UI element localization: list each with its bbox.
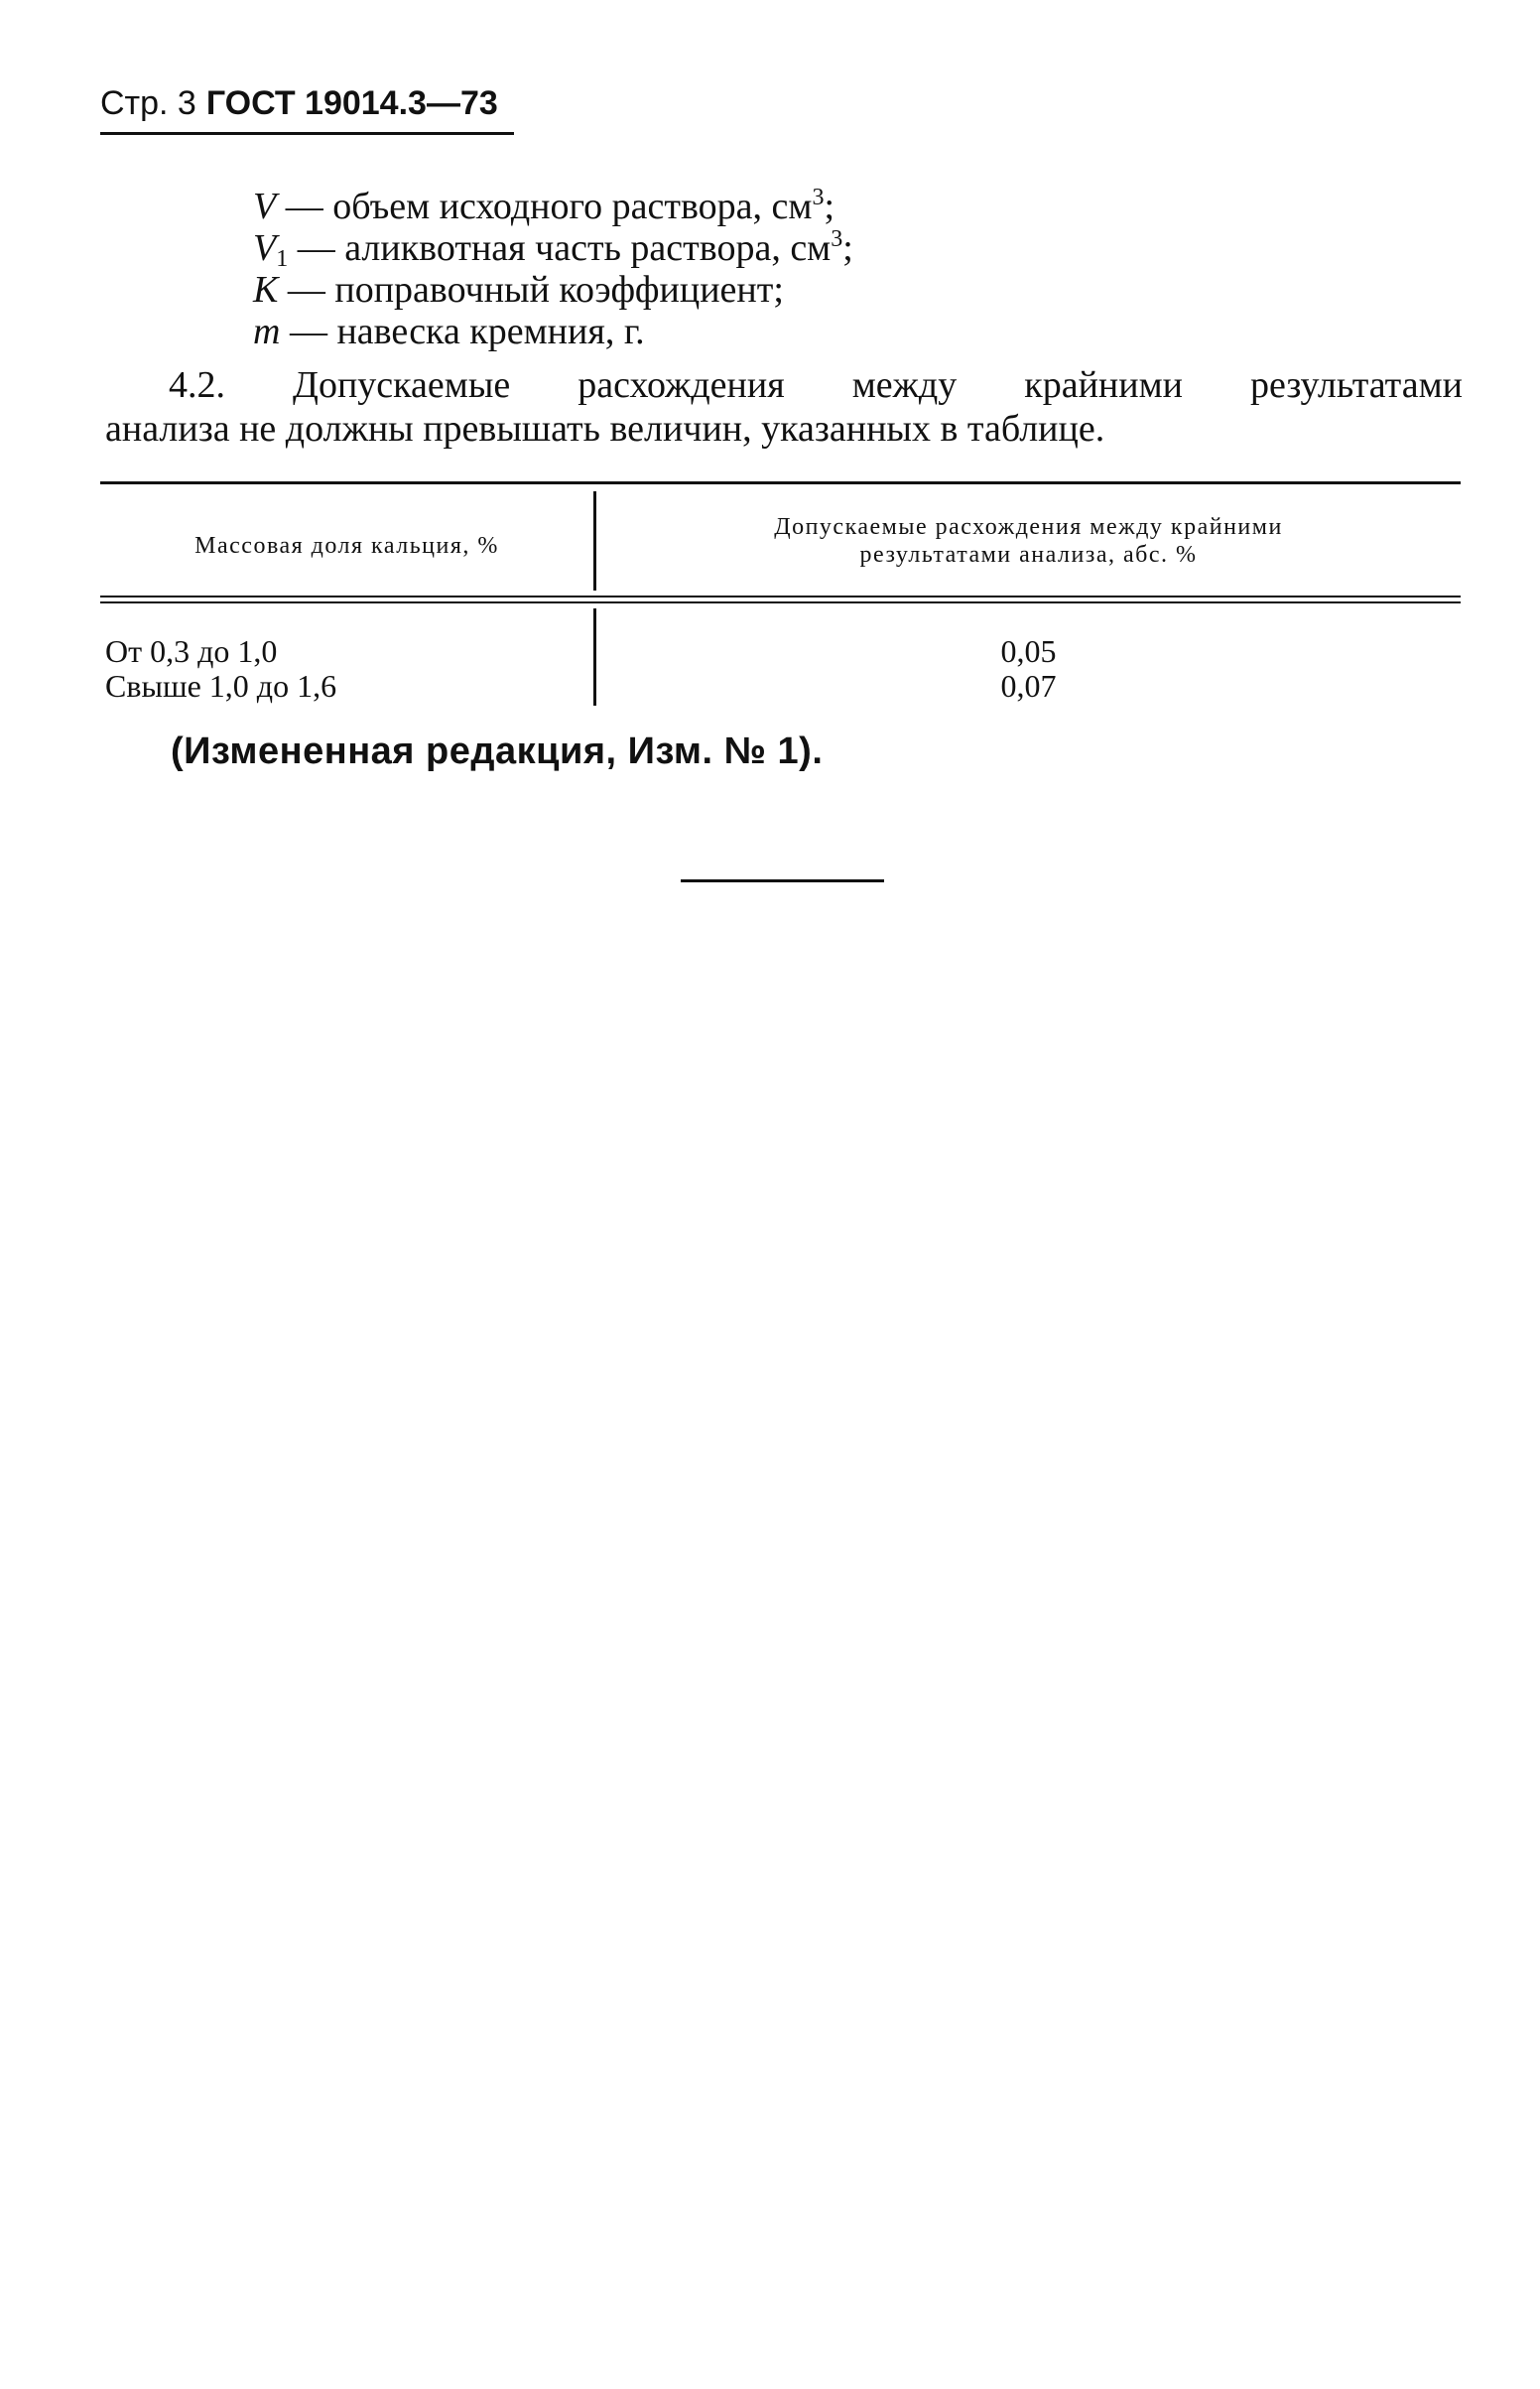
variable-symbol: $V_1$ bbox=[253, 227, 289, 272]
definition-text: — навеска кремния, г. bbox=[280, 311, 645, 352]
subscript: 1 bbox=[276, 246, 289, 272]
amendment-note: (Измененная редакция, Изм. № 1). bbox=[171, 730, 824, 772]
table-cell-tolerance: 0,05 bbox=[1000, 633, 1057, 669]
table-header-rule-1 bbox=[100, 596, 1461, 597]
definition-item bbox=[253, 311, 853, 352]
definition-item bbox=[253, 226, 853, 272]
clause-text-line-1: 4.2. Допускаемые расхождения между крайними результатами bbox=[169, 364, 1463, 406]
clause-text-line-2: анализа не должны превышать величин, указанных в таблице. bbox=[105, 408, 1105, 450]
table-header-tolerance-line-2: результатами анализа, абс. % bbox=[859, 542, 1198, 568]
standard-designation: ГОСТ 19014.3—73 bbox=[205, 84, 498, 122]
end-of-text-rule bbox=[681, 879, 884, 882]
definition-text: — аликвотная часть раствора, см bbox=[288, 227, 832, 269]
table-cell-range: От 0,3 до 1,0 bbox=[105, 633, 278, 669]
definition-item bbox=[253, 186, 853, 227]
table-header-mass-fraction: Массовая доля кальция, % bbox=[194, 533, 499, 559]
definition-tail: ; bbox=[842, 227, 853, 269]
table-header-tolerance-line-1: Допускаемые расхождения между крайними bbox=[774, 514, 1283, 540]
definition-tail: ; bbox=[824, 186, 835, 227]
table-cell-tolerance: 0,07 bbox=[1000, 668, 1057, 704]
superscript: 3 bbox=[812, 185, 825, 210]
table-cell-range: Свыше 1,0 до 1,6 bbox=[105, 668, 337, 704]
page-number: Стр. 3 bbox=[100, 84, 196, 122]
definition-item bbox=[253, 269, 853, 311]
variable-symbol: m bbox=[253, 311, 281, 352]
page-header bbox=[100, 83, 498, 123]
definition-text: — поправочный коэффициент; bbox=[278, 269, 784, 311]
table-header-rule-2 bbox=[100, 601, 1461, 603]
definition-text: — объем исходного раствора, см bbox=[276, 186, 813, 227]
header-underline bbox=[100, 132, 514, 135]
variable-symbol: K bbox=[253, 269, 279, 311]
clause-4-2 bbox=[105, 363, 1463, 451]
table-header-tolerance bbox=[596, 513, 1461, 569]
variable-definitions bbox=[253, 186, 853, 352]
variable-symbol: V bbox=[253, 186, 277, 227]
table-top-rule bbox=[100, 481, 1461, 484]
superscript: 3 bbox=[831, 226, 843, 252]
